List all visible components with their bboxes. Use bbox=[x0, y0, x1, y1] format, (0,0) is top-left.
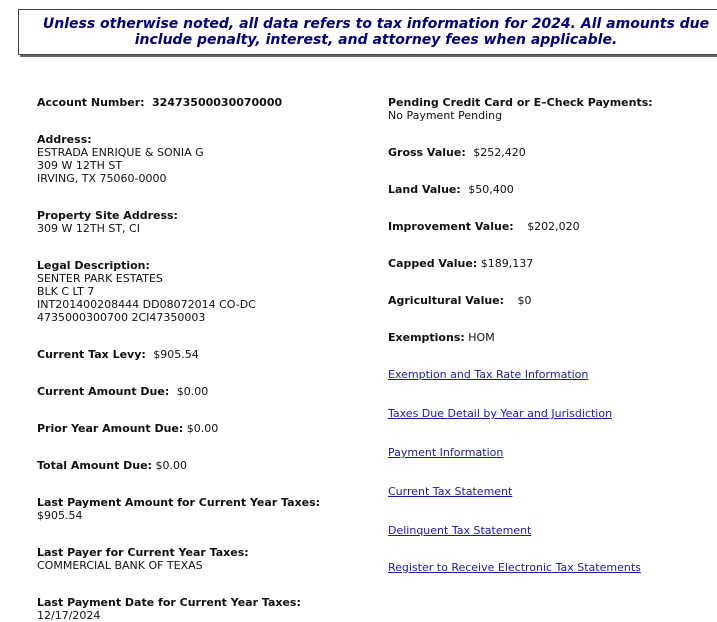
tax-notice-text: Unless otherwise noted, all data refers to tax information for 2024. All amounts due include penalty, interest, and attorney fees when applicable. bbox=[42, 16, 710, 48]
improvement-value-label: Improvement Value: bbox=[388, 220, 514, 233]
last-payment-amount-value: $905.54 bbox=[37, 509, 83, 522]
prior-year-due-label: Prior Year Amount Due: bbox=[37, 422, 184, 435]
agricultural-value-label: Agricultural Value: bbox=[388, 294, 505, 307]
last-payer-value: COMMERCIAL BANK OF TEXAS bbox=[37, 559, 203, 572]
account-details-column bbox=[37, 96, 367, 622]
current-amount-due-value: $0.00 bbox=[176, 385, 209, 398]
pending-payments-label: Pending Credit Card or E–Check Payments: bbox=[388, 96, 653, 109]
total-amount-due-value: $0.00 bbox=[155, 459, 187, 472]
address-line: IRVING, TX 75060-0000 bbox=[37, 172, 167, 185]
current-amount-due-label: Current Amount Due: bbox=[37, 385, 170, 398]
last-payer-label: Last Payer for Current Year Taxes: bbox=[37, 546, 249, 559]
agricultural-value: $0 bbox=[517, 294, 532, 307]
land-value-label: Land Value: bbox=[388, 183, 461, 196]
account-number-value: 32473500030070000 bbox=[152, 96, 283, 109]
legal-line: INT201400208444 DD08072014 CO-DC bbox=[37, 298, 256, 311]
last-payment-amount-block bbox=[37, 496, 367, 522]
delinquent-tax-statement-link[interactable]: Delinquent Tax Statement bbox=[388, 524, 532, 537]
land-value: $50,400 bbox=[468, 183, 514, 196]
land-value-row bbox=[388, 183, 708, 196]
site-address-block bbox=[37, 209, 367, 235]
last-payer-block bbox=[37, 546, 367, 572]
legal-line: SENTER PARK ESTATES bbox=[37, 272, 163, 285]
site-address-value: 309 W 12TH ST, CI bbox=[37, 222, 140, 235]
pending-payments-value: No Payment Pending bbox=[388, 109, 503, 122]
tax-levy-value: $905.54 bbox=[153, 348, 199, 361]
account-number-row bbox=[37, 96, 367, 109]
current-tax-statement-link[interactable]: Current Tax Statement bbox=[388, 485, 513, 498]
exemptions-value: HOM bbox=[468, 331, 495, 344]
prior-year-due-value: $0.00 bbox=[186, 422, 219, 435]
capped-value-row bbox=[388, 257, 708, 270]
pending-payments-block bbox=[388, 96, 708, 122]
site-address-label: Property Site Address: bbox=[37, 209, 178, 222]
gross-value: $252,420 bbox=[473, 146, 526, 159]
tax-notice-box bbox=[18, 9, 717, 55]
payment-information-link[interactable]: Payment Information bbox=[388, 446, 504, 459]
exemptions-row bbox=[388, 331, 708, 344]
exemption-tax-rate-link[interactable]: Exemption and Tax Rate Information bbox=[388, 368, 589, 381]
prior-year-due-row bbox=[37, 422, 367, 435]
value-details-column bbox=[388, 96, 708, 574]
last-payment-date-label: Last Payment Date for Current Year Taxes: bbox=[37, 596, 301, 609]
address-line: ESTRADA ENRIQUE & SONIA G bbox=[37, 146, 204, 159]
tax-levy-row bbox=[37, 348, 367, 361]
last-payment-date-block bbox=[37, 596, 367, 622]
total-amount-due-row bbox=[37, 459, 367, 472]
total-amount-due-label: Total Amount Due: bbox=[37, 459, 152, 472]
tax-levy-label: Current Tax Levy: bbox=[37, 348, 146, 361]
gross-value-row bbox=[388, 146, 708, 159]
exemptions-label: Exemptions: bbox=[388, 331, 465, 344]
gross-value-label: Gross Value: bbox=[388, 146, 466, 159]
improvement-value-row bbox=[388, 220, 708, 233]
legal-description-label: Legal Description: bbox=[37, 259, 150, 272]
address-line: 309 W 12TH ST bbox=[37, 159, 123, 172]
agricultural-value-row bbox=[388, 294, 708, 307]
capped-value: $189,137 bbox=[480, 257, 534, 270]
legal-line: 4735000300700 2CI47350003 bbox=[37, 311, 206, 324]
legal-line: BLK C LT 7 bbox=[37, 285, 95, 298]
improvement-value: $202,020 bbox=[527, 220, 580, 233]
current-amount-due-row bbox=[37, 385, 367, 398]
address-block bbox=[37, 133, 367, 185]
legal-description-block bbox=[37, 259, 367, 324]
last-payment-date-value: 12/17/2024 bbox=[37, 609, 101, 622]
address-label: Address: bbox=[37, 133, 92, 146]
last-payment-amount-label: Last Payment Amount for Current Year Taxes: bbox=[37, 496, 321, 509]
taxes-due-detail-link[interactable]: Taxes Due Detail by Year and Jurisdiction bbox=[388, 407, 613, 420]
capped-value-label: Capped Value: bbox=[388, 257, 478, 270]
register-electronic-statements-link[interactable]: Register to Receive Electronic Tax Statements bbox=[388, 561, 641, 574]
account-number-label: Account Number: bbox=[37, 96, 145, 109]
